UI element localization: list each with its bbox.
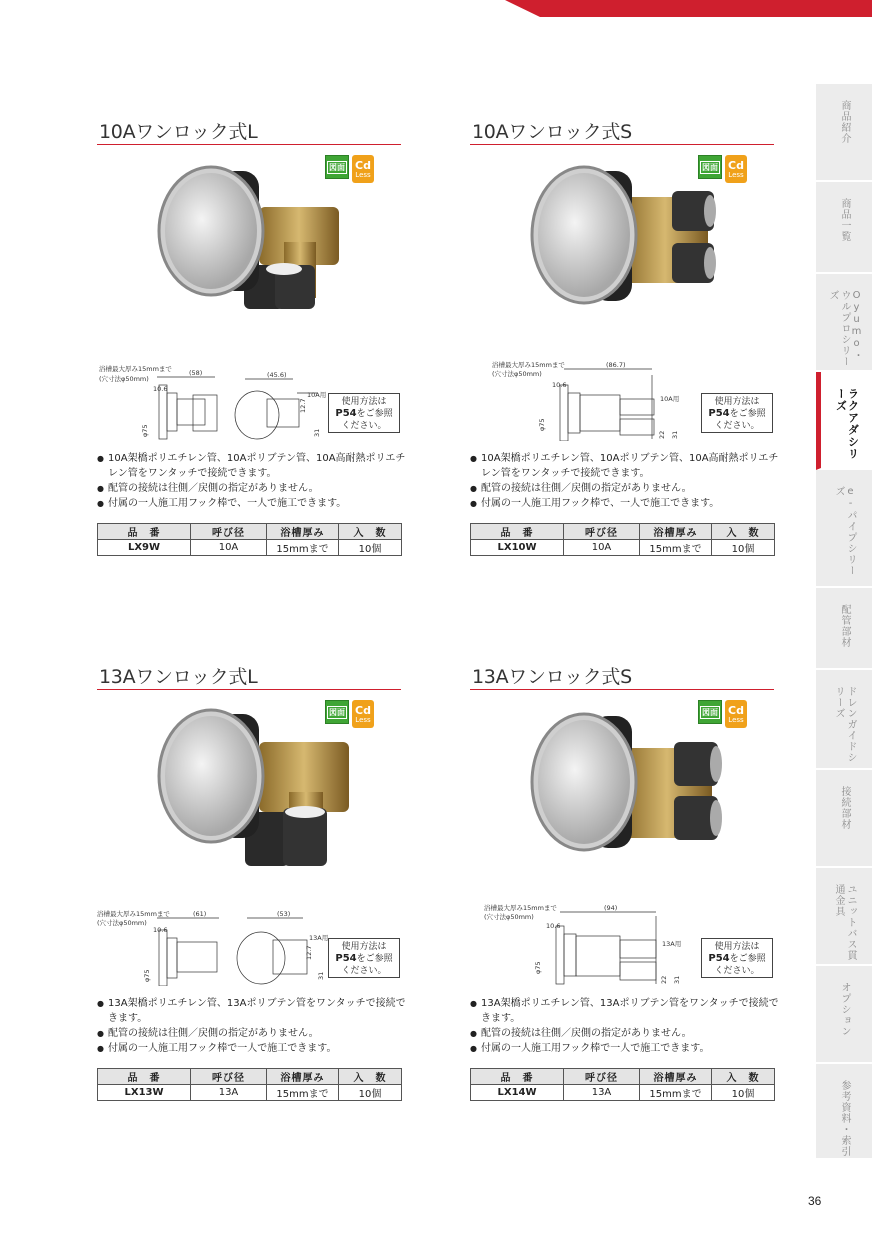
dim-31: 31	[313, 428, 321, 437]
title-rule	[97, 144, 401, 145]
drawing-label-hole: (穴寸法φ50mm)	[484, 913, 534, 921]
product-section-lx10w	[470, 117, 779, 587]
side-tab-connection-parts[interactable]: 接続部材	[816, 770, 872, 868]
product-title: 13Aワンロック式L	[99, 666, 258, 688]
feature-notes	[97, 996, 407, 1056]
product-section-lx9w	[97, 117, 406, 587]
spec-table	[97, 523, 402, 556]
page-ref-link[interactable]: P54	[335, 408, 357, 419]
note-item: ● 配管の接続は往側／戻側の指定がありません。	[470, 1026, 780, 1041]
cell-size: 13A	[564, 1085, 640, 1101]
title-rule	[97, 689, 401, 690]
cell-size: 10A	[564, 540, 640, 556]
drawing-label-thickness: 浴槽最大厚み15mmまで	[484, 904, 557, 912]
cell-model: LX9W	[98, 540, 191, 556]
header-qty: 入 数	[712, 524, 775, 540]
dim-22: 22	[658, 430, 666, 439]
cell-qty: 10個	[339, 1085, 402, 1101]
cell-size: 10A	[191, 540, 267, 556]
dim-side: (53)	[277, 910, 291, 918]
usage-note-box: 使用方法は P54をご参照 ください。	[328, 393, 400, 433]
product-section-lx14w	[470, 662, 779, 1132]
header-qty: 入 数	[339, 1069, 402, 1085]
usage-note-box: 使用方法は P54をご参照 ください。	[701, 393, 773, 433]
cell-model: LX13W	[98, 1085, 191, 1101]
spec-header-row	[471, 524, 775, 540]
cell-qty: 10個	[339, 540, 402, 556]
header-model: 品 番	[471, 1069, 564, 1085]
cell-qty: 10個	[712, 540, 775, 556]
header-size: 呼び径	[564, 524, 640, 540]
spec-table	[470, 1068, 775, 1101]
header-thickness: 浴槽厚み	[267, 524, 339, 540]
side-tab-piping-parts[interactable]: 配管部材	[816, 588, 872, 670]
drawing-badge[interactable]: 図面	[698, 155, 722, 179]
note-item: ● 配管の接続は往側／戻側の指定がありません。	[97, 1026, 407, 1041]
drawing-label-hole: (穴寸法φ50mm)	[492, 370, 542, 378]
cd-less-badge: Cd Less	[725, 700, 747, 728]
drawing-label-thickness: 浴槽最大厚み15mmまで	[99, 365, 172, 373]
spec-row	[98, 1085, 402, 1101]
spec-table	[470, 523, 775, 556]
side-tab-oyumo[interactable]: Oyumo・ウルプロシリーズ	[816, 274, 872, 372]
page-ref-link[interactable]: P54	[335, 953, 357, 964]
product-photo	[149, 692, 359, 872]
note-item: ● 付属の一人施工用フック棒で、一人で施工できます。	[470, 496, 780, 511]
dim-overall: (58)	[189, 369, 203, 377]
spec-header-row	[471, 1069, 775, 1085]
side-tab-rakuada[interactable]: ラクアダシリーズ	[816, 372, 872, 470]
product-photo	[522, 692, 732, 872]
header-size: 呼び径	[191, 1069, 267, 1085]
page-ref-link[interactable]: P54	[708, 408, 730, 419]
cell-thickness: 15mmまで	[640, 540, 712, 556]
header-model: 品 番	[471, 524, 564, 540]
drawing-label-thickness: 浴槽最大厚み15mmまで	[492, 361, 565, 369]
spec-row	[471, 1085, 775, 1101]
page-ref-link[interactable]: P54	[708, 953, 730, 964]
drawing-badge[interactable]: 図面	[325, 155, 349, 179]
dim-overall: (61)	[193, 910, 207, 918]
spec-table	[97, 1068, 402, 1101]
dim-10-6: 10.6	[153, 385, 168, 393]
dim-overall: (86.7)	[606, 361, 626, 369]
product-title: 10Aワンロック式S	[472, 121, 632, 143]
note-item: ● 付属の一人施工用フック棒で一人で施工できます。	[470, 1041, 780, 1056]
dim-10-6: 10.6	[153, 926, 168, 934]
header-size: 呼び径	[564, 1069, 640, 1085]
cd-less-badge: Cd Less	[352, 700, 374, 728]
dim-31: 31	[317, 971, 325, 980]
dim-side: (45.6)	[267, 371, 287, 379]
dim-10-6: 10.6	[552, 381, 567, 389]
note-item: ● 配管の接続は往側／戻側の指定がありません。	[97, 481, 407, 496]
header-model: 品 番	[98, 524, 191, 540]
feature-notes	[470, 451, 780, 511]
spec-header-row	[98, 524, 402, 540]
drawing-badge[interactable]: 図面	[698, 700, 722, 724]
header-size: 呼び径	[191, 524, 267, 540]
cell-thickness: 15mmまで	[640, 1085, 712, 1101]
drawing-label-thickness: 浴槽最大厚み15mmまで	[97, 910, 170, 918]
dim-22: 22	[660, 975, 668, 984]
product-section-lx13w	[97, 662, 406, 1132]
dim-pipe: 10A用	[660, 395, 680, 403]
side-tab-reference[interactable]: 参考資料・索引	[816, 1064, 872, 1160]
product-photo	[149, 147, 359, 327]
cell-qty: 10個	[712, 1085, 775, 1101]
cell-thickness: 15mmまで	[267, 540, 339, 556]
page-number: 36	[808, 1194, 822, 1208]
dim-12-7: 12.7	[299, 398, 307, 413]
note-item: ● 13A架橋ポリエチレン管、13Aポリブテン管をワンタッチで接続できます。	[470, 996, 780, 1026]
note-item: ● 付属の一人施工用フック棒で一人で施工できます。	[97, 1041, 407, 1056]
note-item: ● 10A架橋ポリエチレン管、10Aポリブテン管、10A高耐熱ポリエチレン管をワンタッチで接続できます。	[97, 451, 407, 481]
side-index-nav	[816, 84, 872, 1160]
dim-phi75: φ75	[141, 424, 149, 437]
drawing-label-hole: (穴寸法φ50mm)	[99, 375, 149, 383]
usage-note-box: 使用方法は P54をご参照 ください。	[328, 938, 400, 978]
spec-row	[98, 540, 402, 556]
dim-phi75: φ75	[538, 418, 546, 431]
dim-pipe: 10A用	[307, 391, 327, 399]
header-thickness: 浴槽厚み	[640, 524, 712, 540]
dim-phi75: φ75	[143, 969, 151, 982]
product-title: 10Aワンロック式L	[99, 121, 258, 143]
note-item: ● 10A架橋ポリエチレン管、10Aポリブテン管、10A高耐熱ポリエチレン管をワンタッチで接続できます。	[470, 451, 780, 481]
title-rule	[470, 689, 774, 690]
feature-notes	[470, 996, 780, 1056]
spec-row	[471, 540, 775, 556]
side-tab-list[interactable]: 商品一覧	[816, 182, 872, 274]
product-title: 13Aワンロック式S	[472, 666, 632, 688]
dim-overall: (94)	[604, 904, 618, 912]
dim-phi75: φ75	[534, 961, 542, 974]
note-item: ● 13A架橋ポリエチレン管、13Aポリブテン管をワンタッチで接続できます。	[97, 996, 407, 1026]
feature-notes	[97, 451, 407, 511]
drawing-badge[interactable]: 図面	[325, 700, 349, 724]
header-thickness: 浴槽厚み	[267, 1069, 339, 1085]
cell-model: LX14W	[471, 1085, 564, 1101]
cell-size: 13A	[191, 1085, 267, 1101]
side-tab-unitbath[interactable]: ユニットバス貫通金具	[816, 868, 872, 966]
dim-31: 31	[673, 975, 681, 984]
top-accent-bar	[0, 0, 872, 18]
note-item: ● 配管の接続は往側／戻側の指定がありません。	[470, 481, 780, 496]
cell-model: LX10W	[471, 540, 564, 556]
side-tab-options[interactable]: オプション	[816, 966, 872, 1064]
spec-header-row	[98, 1069, 402, 1085]
cell-thickness: 15mmまで	[267, 1085, 339, 1101]
dim-31: 31	[671, 430, 679, 439]
side-tab-intro[interactable]: 商品紹介	[816, 84, 872, 182]
drawing-label-hole: (穴寸法φ50mm)	[97, 919, 147, 927]
title-rule	[470, 144, 774, 145]
header-qty: 入 数	[339, 524, 402, 540]
dim-pipe: 13A用	[309, 934, 329, 942]
dim-10-6: 10.6	[546, 922, 561, 930]
side-tab-epipe[interactable]: e-パイプシリーズ	[816, 470, 872, 588]
header-model: 品 番	[98, 1069, 191, 1085]
cd-less-badge: Cd Less	[352, 155, 374, 183]
dim-12-7: 12.7	[305, 945, 313, 960]
cd-less-badge: Cd Less	[725, 155, 747, 183]
usage-note-box: 使用方法は P54をご参照 ください。	[701, 938, 773, 978]
side-tab-drain-guide[interactable]: ドレンガイドシリーズ	[816, 670, 872, 770]
product-photo	[522, 147, 732, 327]
header-qty: 入 数	[712, 1069, 775, 1085]
dim-pipe: 13A用	[662, 940, 682, 948]
note-item: ● 付属の一人施工用フック棒で、一人で施工できます。	[97, 496, 407, 511]
header-thickness: 浴槽厚み	[640, 1069, 712, 1085]
